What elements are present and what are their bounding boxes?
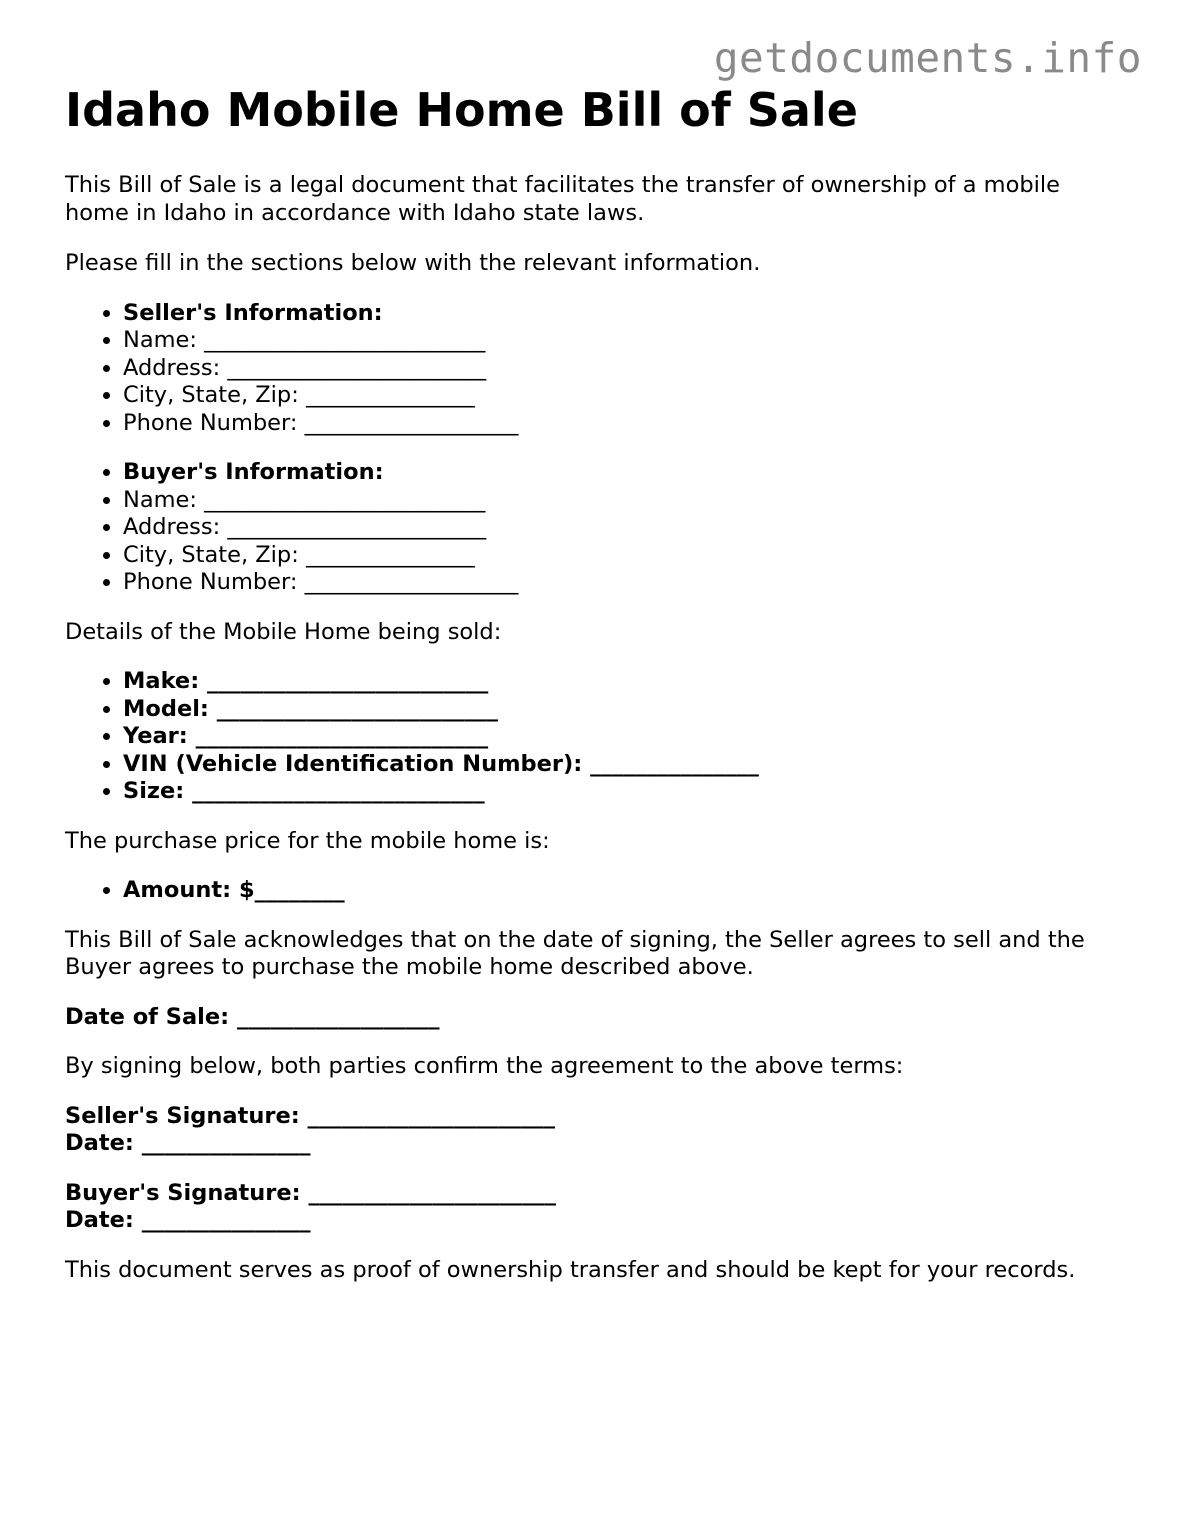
seller-city-state-zip-field[interactable]: • City, State, Zip: _______________ bbox=[123, 382, 1125, 410]
buyer-phone-field[interactable]: • Phone Number: ___________________ bbox=[123, 569, 1125, 597]
seller-information-list bbox=[65, 300, 1125, 438]
acknowledgement-paragraph: This Bill of Sale acknowledges that on the date of signing, the Seller agrees to sell and the Buyer agrees to purchase the mobile home described above. bbox=[65, 926, 1085, 980]
buyer-signature-field[interactable]: Buyer's Signature: ______________________ bbox=[65, 1179, 556, 1206]
seller-phone-field[interactable]: • Phone Number: ___________________ bbox=[123, 410, 1125, 438]
price-intro: The purchase price for the mobile home is: bbox=[65, 827, 550, 854]
seller-heading: • Seller's Information: bbox=[123, 300, 1125, 328]
document bbox=[65, 82, 1125, 1284]
seller-date-field[interactable]: Date: _______________ bbox=[65, 1130, 311, 1156]
closing-paragraph: This document serves as proof of ownership transfer and should be kept for your records. bbox=[65, 1256, 1076, 1283]
mobile-home-details-list bbox=[65, 668, 1125, 806]
buyer-signature-block bbox=[65, 1180, 1125, 1235]
vin-field[interactable]: • VIN (Vehicle Identification Number): _______________ bbox=[123, 751, 1125, 779]
page-title: Idaho Mobile Home Bill of Sale bbox=[65, 83, 858, 137]
intro-paragraph: This Bill of Sale is a legal document that facilitates the transfer of ownership of a mobile home in Idaho in accordance with Idaho state laws. bbox=[65, 172, 1060, 226]
buyer-information-list bbox=[65, 459, 1125, 597]
seller-signature-field[interactable]: Seller's Signature: ______________________ bbox=[65, 1102, 556, 1129]
make-field[interactable]: • Make: _________________________ bbox=[123, 668, 1125, 696]
buyer-address-field[interactable]: • Address: _______________________ bbox=[123, 514, 1125, 542]
watermark: getdocuments.info bbox=[713, 34, 1142, 82]
buyer-heading: • Buyer's Information: bbox=[123, 459, 1125, 487]
instructions-paragraph: Please fill in the sections below with the relevant information. bbox=[65, 250, 761, 276]
price-list bbox=[65, 877, 1125, 905]
date-of-sale-field[interactable]: Date of Sale: __________________ bbox=[65, 1003, 440, 1030]
details-intro: Details of the Mobile Home being sold: bbox=[65, 618, 502, 645]
buyer-date-field[interactable]: Date: _______________ bbox=[65, 1207, 311, 1233]
model-field[interactable]: • Model: _________________________ bbox=[123, 696, 1125, 724]
size-field[interactable]: • Size: __________________________ bbox=[123, 778, 1125, 806]
seller-signature-block bbox=[65, 1103, 1125, 1158]
seller-address-field[interactable]: • Address: _______________________ bbox=[123, 355, 1125, 383]
amount-field[interactable]: • Amount: $________ bbox=[123, 877, 1125, 905]
seller-name-field[interactable]: • Name: _________________________ bbox=[123, 327, 1125, 355]
buyer-name-field[interactable]: • Name: _________________________ bbox=[123, 487, 1125, 515]
year-field[interactable]: • Year: __________________________ bbox=[123, 723, 1125, 751]
signing-intro: By signing below, both parties confirm the agreement to the above terms: bbox=[65, 1053, 904, 1079]
buyer-city-state-zip-field[interactable]: • City, State, Zip: _______________ bbox=[123, 542, 1125, 570]
